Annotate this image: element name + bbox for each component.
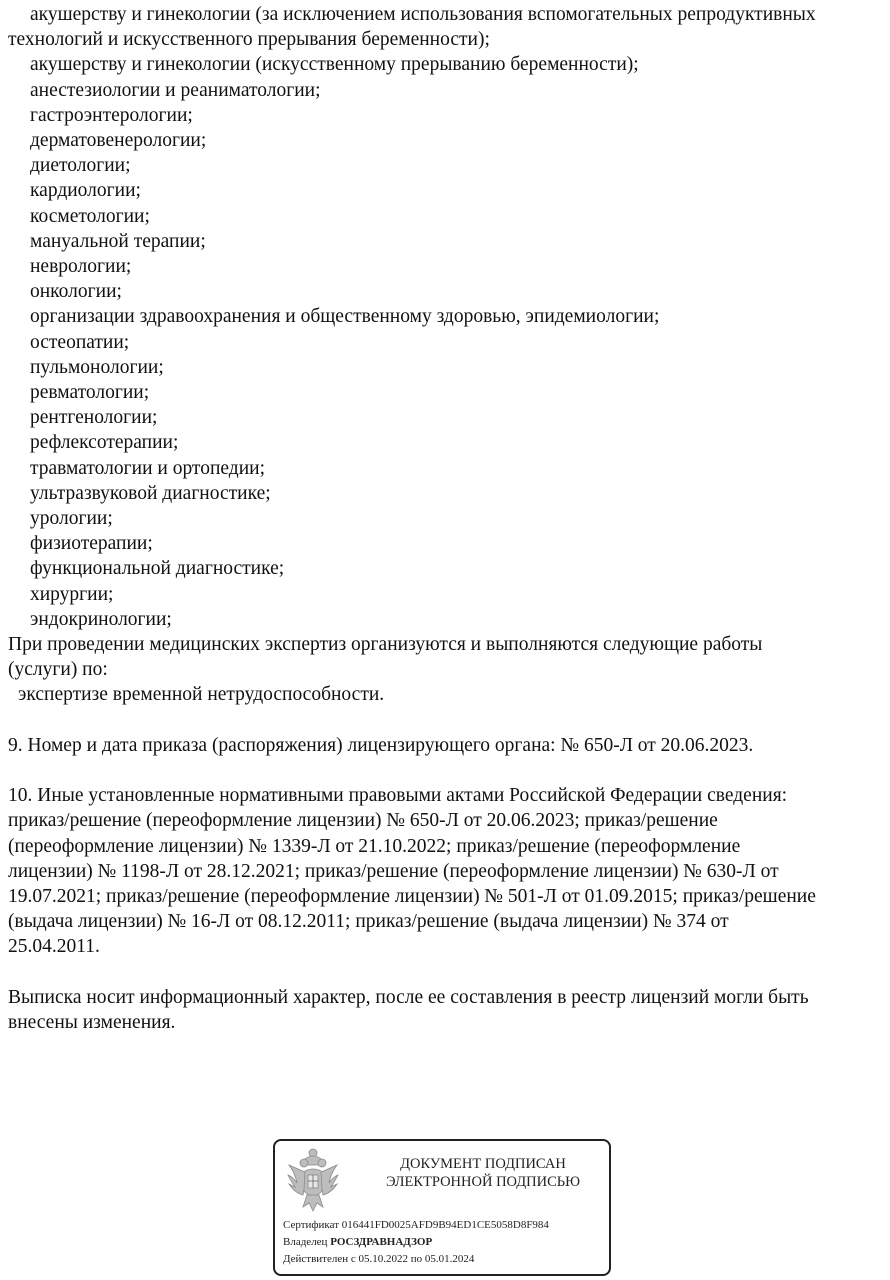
- list-item: дерматовенерологии;: [30, 130, 207, 152]
- spacer: [8, 708, 884, 733]
- paragraph-line: 25.04.2011.: [8, 936, 100, 958]
- valid-label: Действителен с: [283, 1253, 356, 1265]
- paragraph-line: приказ/решение (переоформление лицензии) № 650-Л от 20.06.2023; приказ/решение: [8, 810, 718, 832]
- list-item: организации здравоохранения и общественному здоровью, эпидемиологии;: [30, 306, 660, 328]
- list-item: травматологии и ортопедии;: [30, 457, 265, 479]
- list-item: физиотерапии;: [30, 533, 153, 555]
- paragraph-line: 10. Иные установленные нормативными правовыми актами Российской Федерации сведения:: [8, 785, 788, 807]
- validity-row: [283, 1251, 549, 1268]
- double-headed-eagle-icon: [285, 1147, 341, 1213]
- list-item: рефлексотерапии;: [30, 432, 179, 454]
- spacer: [8, 960, 884, 985]
- expertise-intro: При проведении медицинских экспертиз организуются и выполняются следующие работы: [8, 634, 763, 656]
- other-info-paragraph: [8, 783, 884, 959]
- expertise-item: экспертизе временной нетрудоспособности.: [18, 684, 385, 706]
- paragraph-line: Выписка носит информационный характер, после ее составления в реестр лицензий могли быть: [8, 986, 809, 1008]
- list-item: хирургии;: [30, 583, 114, 605]
- list-item: акушерству и гинекологии (искусственному прерыванию беременности);: [30, 54, 639, 76]
- paragraph-line: 19.07.2021; приказ/решение (переоформление лицензии) № 501-Л от 01.09.2015; приказ/решение: [8, 886, 816, 908]
- list-item: неврологии;: [30, 256, 132, 278]
- owner-value: РОСЗДРАВНАДЗОР: [330, 1236, 433, 1248]
- expertise-intro-continuation: (услуги) по:: [8, 659, 108, 681]
- list-item: диетологии;: [30, 155, 131, 177]
- spacer: [8, 758, 884, 783]
- list-item: мануальной терапии;: [30, 230, 206, 252]
- valid-to: 05.01.2024: [424, 1253, 475, 1265]
- list-item: остеопатии;: [30, 331, 130, 353]
- list-item: кардиологии;: [30, 180, 141, 202]
- document-body: [8, 2, 884, 1035]
- owner-label: Владелец: [283, 1236, 328, 1248]
- stamp-title: [363, 1155, 603, 1191]
- paragraph-line: лицензии) № 1198-Л от 28.12.2021; приказ/решение (переоформление лицензии) № 630-Л от: [8, 860, 779, 882]
- disclaimer-paragraph: [8, 985, 884, 1035]
- certificate-value: 016441FD0025AFD9B94ED1CE5058D8F984: [341, 1219, 549, 1231]
- owner-row: [283, 1234, 549, 1251]
- stamp-info: [283, 1217, 549, 1268]
- valid-from: 05.10.2022: [358, 1253, 409, 1265]
- list-item-continuation: технологий и искусственного прерывания беременности);: [8, 29, 490, 51]
- electronic-signature-stamp: [273, 1139, 611, 1276]
- valid-to-label: по: [410, 1253, 423, 1265]
- list-item: пульмонологии;: [30, 356, 164, 378]
- paragraph-line: (переоформление лицензии) № 1339-Л от 21.10.2022; приказ/решение (переоформление: [8, 835, 741, 857]
- stamp-title-line: ЭЛЕКТРОННОЙ ПОДПИСЬЮ: [385, 1174, 581, 1190]
- paragraph-line: (выдача лицензии) № 16-Л от 08.12.2011; приказ/решение (выдача лицензии) № 374 от: [8, 911, 729, 933]
- list-item: рентгенологии;: [30, 407, 158, 429]
- list-item: урологии;: [30, 508, 113, 530]
- list-item: гастроэнтерологии;: [30, 104, 193, 126]
- stamp-title-line: ДОКУМЕНТ ПОДПИСАН: [400, 1156, 566, 1172]
- order-number-paragraph: 9. Номер и дата приказа (распоряжения) лицензирующего органа: № 650-Л от 20.06.2023.: [8, 734, 754, 756]
- specialty-list: [8, 52, 884, 632]
- list-item: ревматологии;: [30, 382, 150, 404]
- list-item: ультразвуковой диагностике;: [30, 482, 271, 504]
- list-item: косметологии;: [30, 205, 150, 227]
- list-item: эндокринологии;: [30, 608, 172, 630]
- list-item: онкологии;: [30, 281, 122, 303]
- list-item: акушерству и гинекологии (за исключением использования вспомогательных репродуктивных: [30, 4, 816, 25]
- list-item: функциональной диагностике;: [30, 558, 285, 580]
- list-item: анестезиологии и реаниматологии;: [30, 79, 321, 101]
- paragraph-line: внесены изменения.: [8, 1012, 176, 1034]
- certificate-row: [283, 1217, 549, 1234]
- certificate-label: Сертификат: [283, 1219, 339, 1231]
